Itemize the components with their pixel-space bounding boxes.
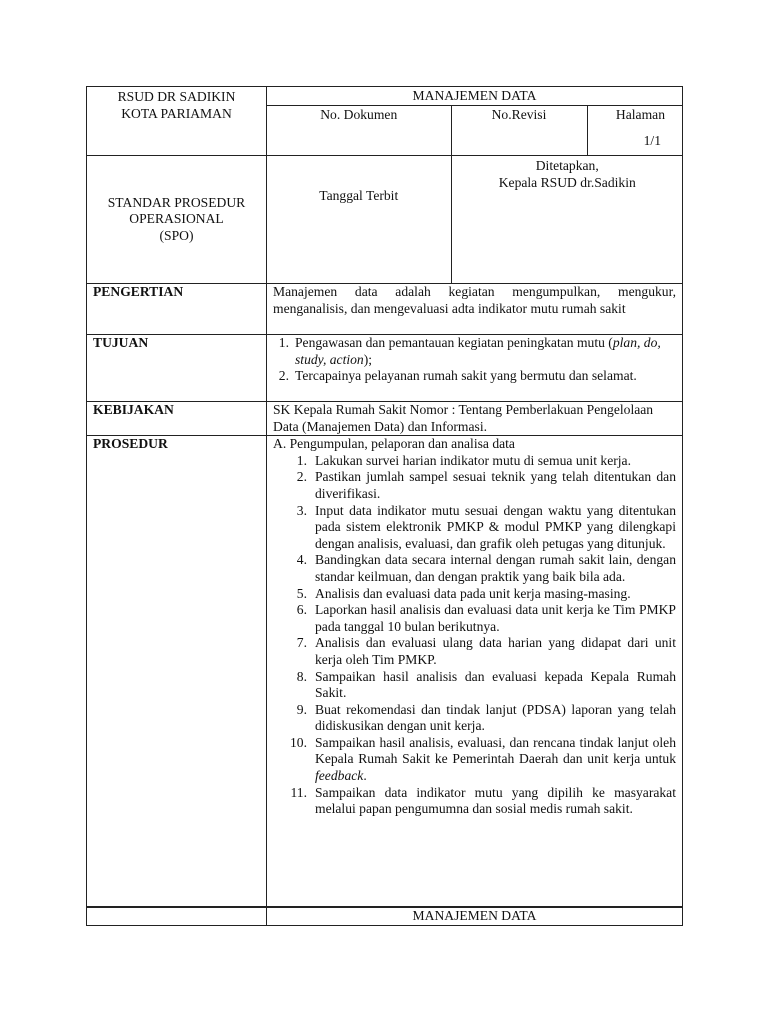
doc-header-cell <box>267 87 683 156</box>
list-item: 7. Analisis dan evaluasi ulang data harian yang didapat dari unit kerja oleh Tim PMKP. <box>296 635 676 667</box>
list-item: 4. Bandingkan data secara internal dengan rumah sakit lain, dengan standar keilmuan, dan dengan praktik yang baik bila ada. <box>296 552 676 584</box>
terbit-cell <box>267 156 683 284</box>
kebijakan-label: KEBIJAKAN <box>87 402 267 436</box>
institution-city: KOTA PARIAMAN <box>121 105 232 121</box>
pengertian-label: PENGERTIAN <box>87 284 267 335</box>
doc-meta-table <box>267 106 683 155</box>
kebijakan-text: SK Kepala Rumah Sakit Nomor : Tentang Pemberlakuan Pengelolaan Data (Manajemen Data) dan Informasi. <box>267 402 683 436</box>
list-item: 5. Analisis dan evaluasi data pada unit kerja masing-masing. <box>296 585 631 601</box>
tujuan-row <box>87 335 683 402</box>
prosedur-steps <box>273 453 676 818</box>
ditetapkan-label: Ditetapkan, <box>535 158 599 173</box>
kebijakan-row <box>87 402 683 436</box>
spo-line-1: STANDAR PROSEDUR <box>107 194 246 210</box>
tujuan-label: TUJUAN <box>87 335 267 402</box>
prosedur-row <box>87 436 683 907</box>
no-dokumen-label: No. Dokumen <box>320 107 398 122</box>
spo-line-3: (SPO) <box>159 227 194 243</box>
list-item: 1. Pengawasan dan pemantauan kegiatan peningkatan mutu (plan, do, study, action); <box>278 335 661 367</box>
list-item: 10. Sampaikan hasil analisis, evaluasi, dan rencana tindak lanjut oleh Kepala Rumah Sakit ke Pemerintah Daerah dan unit kerja untuk feedback. <box>290 734 676 784</box>
list-item: 2. Tercapainya pelayanan rumah sakit yang bermutu dan selamat. <box>278 368 637 384</box>
prosedur-label: PROSEDUR <box>87 436 267 907</box>
ditetapkan-cell <box>451 156 683 283</box>
pengertian-row <box>87 284 683 335</box>
no-revisi-label: No.Revisi <box>451 106 587 155</box>
list-item: 6. Laporkan hasil analisis dan evaluasi data unit kerja ke Tim PMKP pada tanggal 10 bulan berikutnya. <box>296 602 676 634</box>
prosedur-heading: A. Pengumpulan, pelaporan dan analisa data <box>273 436 515 452</box>
ditetapkan-signatory: Kepala RSUD dr.Sadikin <box>498 174 636 190</box>
list-item: 11. Sampaikan data indikator mutu yang dipilih ke masyarakat melalui papan pengumumna dan sosial medis rumah sakit. <box>290 784 676 817</box>
spo-cell <box>87 156 267 284</box>
halaman-cell <box>587 106 683 155</box>
spo-row <box>87 156 683 284</box>
tujuan-list <box>273 335 676 385</box>
list-item: 9. Buat rekomendasi dan tindak lanjut (PDSA) laporan yang telah didiskusikan dengan unit kerja. <box>296 701 676 734</box>
institution-cell <box>87 87 267 156</box>
spo-table <box>86 86 683 907</box>
next-page-header <box>86 907 683 926</box>
spo-line-2: OPERASIONAL <box>129 211 224 227</box>
next-page-empty-cell <box>87 908 267 926</box>
doc-title: MANAJEMEN DATA <box>267 87 682 106</box>
prosedur-cell <box>267 436 683 907</box>
header-row <box>87 87 683 156</box>
list-item: 2. Pastikan jumlah sampel sesuai teknik yang telah ditentukan dan diverifikasi. <box>296 469 676 501</box>
tujuan-cell <box>267 335 683 402</box>
list-item: 3. Input data indikator mutu sesuai dengan waktu yang ditentukan pada sistem elektronik PMKP & modul PMKP yang dilengkapi dengan analisis, evaluasi, dan grafik oleh petugas yang ditunjuk. <box>296 502 676 551</box>
tanggal-terbit-label: Tanggal Terbit <box>319 188 399 203</box>
halaman-value: 1/1 <box>643 132 661 148</box>
next-page-doc-title: MANAJEMEN DATA <box>267 908 683 926</box>
institution-name: RSUD DR SADIKIN <box>117 89 236 104</box>
halaman-label: Halaman <box>615 107 665 122</box>
pengertian-text: Manajemen data adalah kegiatan mengumpulkan, mengukur, menganalisis, dan mengevaluasi adta indikator mutu rumah sakit <box>267 284 683 335</box>
list-item: 1. Lakukan survei harian indikator mutu di semua unit kerja. <box>296 452 631 468</box>
list-item: 8. Sampaikan hasil analisis dan evaluasi kepada Kepala Rumah Sakit. <box>296 668 676 701</box>
